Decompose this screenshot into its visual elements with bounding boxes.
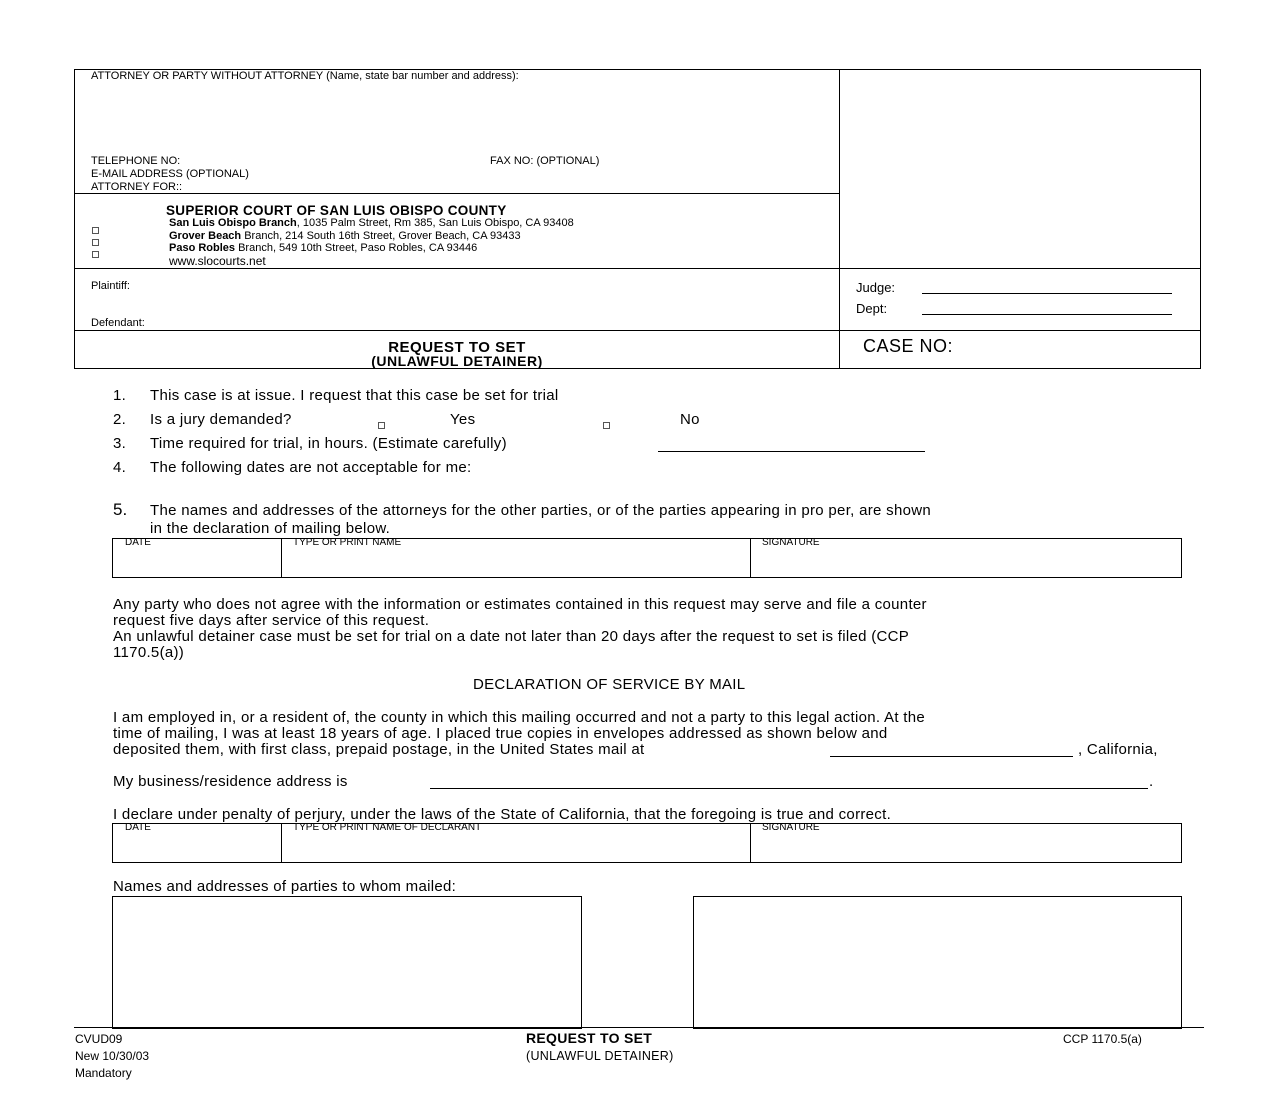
dept-label: Dept: <box>856 301 888 316</box>
judge-line[interactable] <box>922 293 1172 294</box>
form-status: Mandatory <box>75 1066 132 1080</box>
caption-divider <box>839 69 840 369</box>
item-2-text: Is a jury demanded? <box>150 411 292 428</box>
form-code: CVUD09 <box>75 1032 123 1046</box>
court-parties-divider <box>74 268 1201 269</box>
sig2-date-field[interactable] <box>113 835 280 862</box>
case-no-label: CASE NO: <box>863 336 954 356</box>
parties-title-divider <box>74 330 1201 331</box>
mailing-city-line[interactable] <box>830 756 1073 757</box>
mailed-party-box-1[interactable] <box>112 896 582 1029</box>
item-1-number: 1. <box>113 387 127 404</box>
jury-no-checkbox[interactable] <box>603 416 610 434</box>
trial-hours-line[interactable] <box>658 451 925 452</box>
sig1-signature-field[interactable] <box>751 550 1181 577</box>
address-label: My business/residence address is <box>113 773 348 790</box>
declaration-line-1: I am employed in, or a resident of, the county in which this mailing occurred and not a party to this legal action. At the <box>113 709 926 726</box>
jury-yes-checkbox[interactable] <box>378 416 385 434</box>
sig2-signature-field[interactable] <box>751 835 1181 862</box>
sig1-date-label: DATE <box>125 537 151 548</box>
address-line[interactable] <box>430 788 1148 789</box>
branch-paso: Paso Robles Branch, 549 10th Street, Paso Robles, CA 93446 <box>169 242 478 254</box>
item-4-number: 4. <box>113 459 127 476</box>
item-3-text: Time required for trial, in hours. (Estimate carefully) <box>150 435 507 452</box>
plaintiff-label: Plaintiff: <box>91 280 130 292</box>
form-title: REQUEST TO SET <box>388 339 526 356</box>
notice-line-3: An unlawful detainer case must be set for trial on a date not later than 20 days after the request to set is filed (CCP <box>113 628 910 645</box>
court-title: SUPERIOR COURT OF SAN LUIS OBISPO COUNTY <box>166 203 507 218</box>
branch-checkbox-paso[interactable] <box>92 245 99 263</box>
attorney-court-divider <box>74 193 840 194</box>
dept-line[interactable] <box>922 314 1172 315</box>
item-3-number: 3. <box>113 435 127 452</box>
footer-citation: CCP 1170.5(a) <box>1063 1032 1142 1046</box>
jury-no-label: No <box>680 411 700 428</box>
sig1-signature-label: SIGNATURE <box>762 537 820 548</box>
branch-grover: Grover Beach Branch, 214 South 16th Street, Grover Beach, CA 93433 <box>169 230 521 242</box>
declaration-line-3: deposited them, with first class, prepaid postage, in the United States mail at <box>113 741 645 758</box>
telephone-label: TELEPHONE NO: <box>91 155 181 167</box>
defendant-label: Defendant: <box>91 317 145 329</box>
form-revision: New 10/30/03 <box>75 1049 150 1063</box>
attorney-for-label: ATTORNEY FOR:: <box>91 181 183 193</box>
item-5-text-1: The names and addresses of the attorneys for the other parties, or of the parties appearing in pro per, are shown <box>150 502 932 519</box>
declaration-heading: DECLARATION OF SERVICE BY MAIL <box>473 676 746 693</box>
attorney-label: ATTORNEY OR PARTY WITHOUT ATTORNEY (Name, state bar number and address): <box>91 70 519 82</box>
sig2-signature-label: SIGNATURE <box>762 822 820 833</box>
perjury-statement: I declare under penalty of perjury, under the laws of the State of California, that the foregoing is true and correct. <box>113 806 892 823</box>
judge-label: Judge: <box>856 280 896 295</box>
footer-rule <box>74 1027 1204 1028</box>
sig2-name-label: TYPE OR PRINT NAME OF DECLARANT <box>293 822 482 833</box>
mailed-label: Names and addresses of parties to whom mailed: <box>113 878 457 895</box>
sig1-name-label: TYPE OR PRINT NAME <box>293 537 402 548</box>
declaration-line-3-end: , California, <box>1078 741 1158 758</box>
notice-line-1: Any party who does not agree with the information or estimates contained in this request may serve and file a counter <box>113 596 927 613</box>
sig1-name-field[interactable] <box>282 550 749 577</box>
court-website[interactable]: www.slocourts.net <box>169 254 266 268</box>
item-5-text-2: in the declaration of mailing below. <box>150 520 391 537</box>
fax-label: FAX NO: (OPTIONAL) <box>490 155 600 167</box>
notice-line-4: 1170.5(a)) <box>113 644 185 661</box>
item-1-text: This case is at issue. I request that this case be set for trial <box>150 387 559 404</box>
item-4-text: The following dates are not acceptable for me: <box>150 459 472 476</box>
item-2-number: 2. <box>113 411 127 428</box>
form-subtitle: (UNLAWFUL DETAINER) <box>371 353 543 369</box>
sig2-date-label: DATE <box>125 822 151 833</box>
sig1-date-field[interactable] <box>113 550 280 577</box>
mailed-party-box-2[interactable] <box>693 896 1182 1029</box>
jury-yes-label: Yes <box>450 411 476 428</box>
address-end: . <box>1149 773 1154 790</box>
footer-title: REQUEST TO SET <box>526 1030 653 1046</box>
notice-line-2: request five days after service of this request. <box>113 612 430 629</box>
branch-slo: San Luis Obispo Branch, 1035 Palm Street, Rm 385, San Luis Obispo, CA 93408 <box>169 217 574 229</box>
email-label: E-MAIL ADDRESS (OPTIONAL) <box>91 168 249 180</box>
item-5-number: 5. <box>113 500 128 519</box>
sig2-name-field[interactable] <box>282 835 749 862</box>
footer-subtitle: (UNLAWFUL DETAINER) <box>526 1049 674 1063</box>
declaration-line-2: time of mailing, I was at least 18 years of age. I placed true copies in envelopes addressed as shown below and <box>113 725 888 742</box>
